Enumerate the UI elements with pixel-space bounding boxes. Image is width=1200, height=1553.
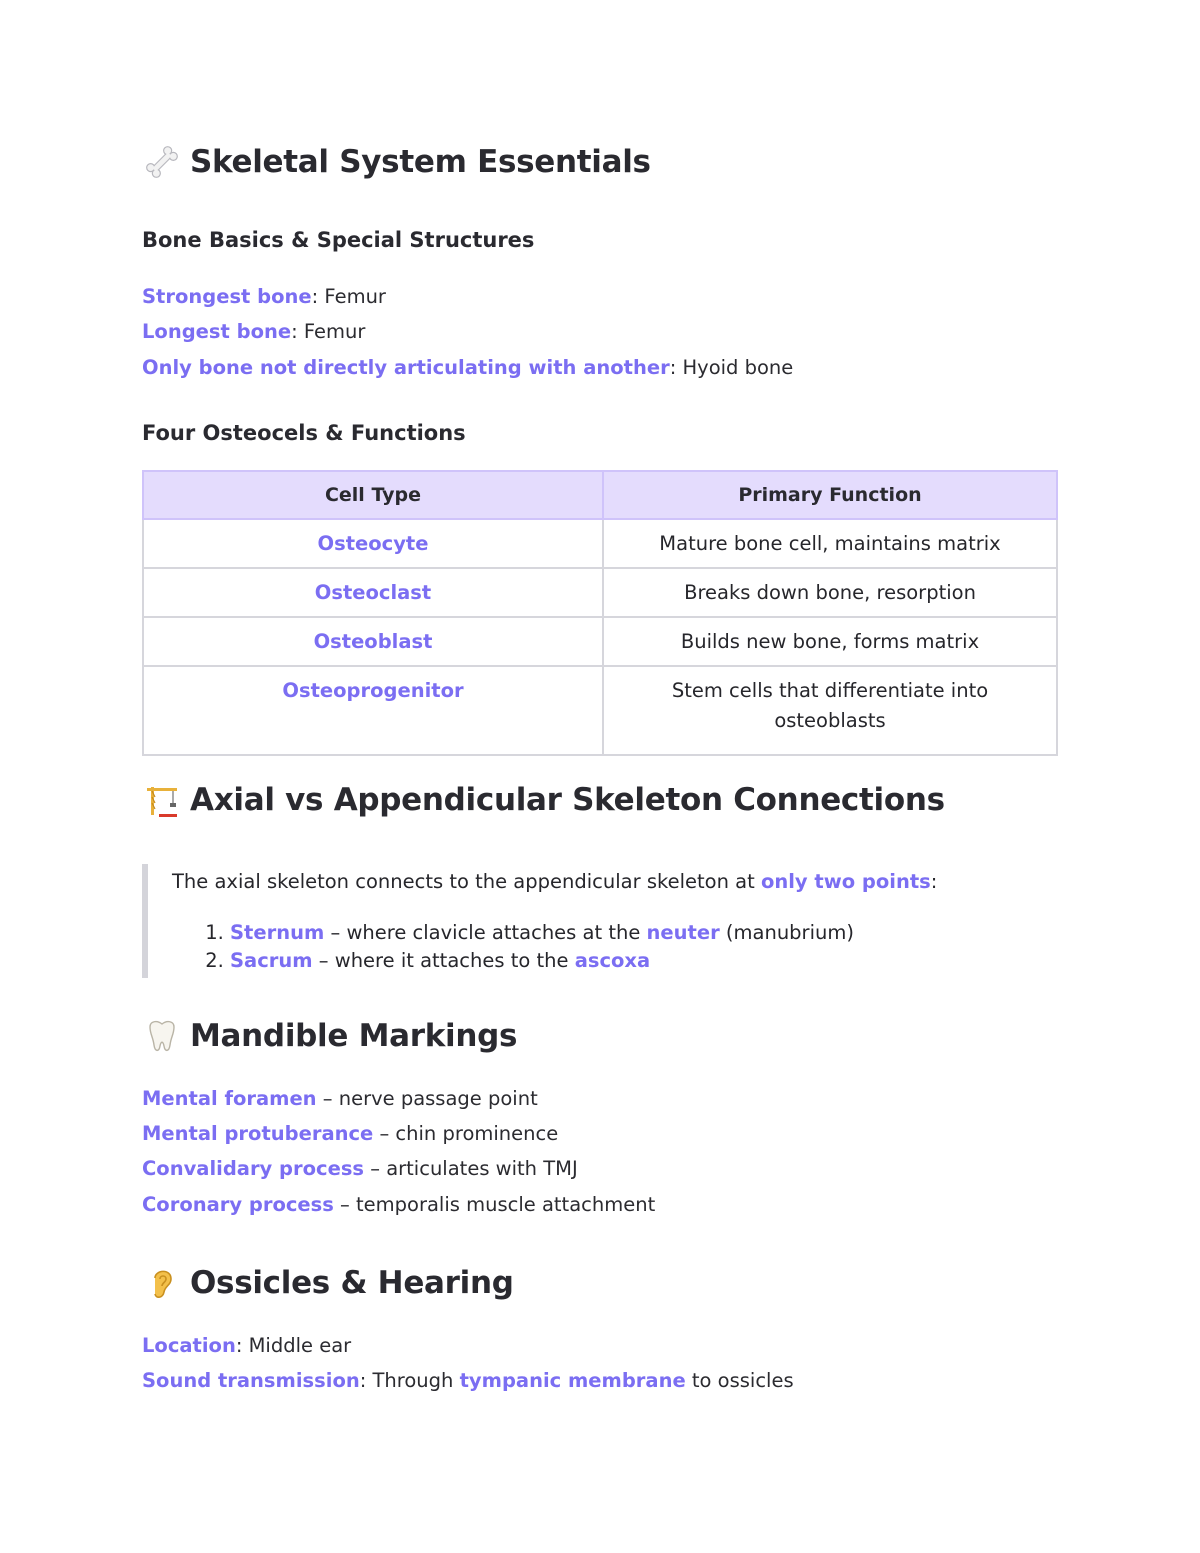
fact-value: Femur: [324, 285, 386, 308]
table-row: [143, 666, 1057, 755]
crane-icon: [142, 780, 182, 820]
section-ossicles-title: [142, 1263, 514, 1303]
fact-longest-bone: Longest bone: Femur: [142, 320, 366, 343]
fact-label: Only bone not directly articulating with another: [142, 356, 670, 379]
section-mandible-title: [142, 1016, 517, 1056]
highlight-term: ascoxa: [574, 949, 651, 972]
column-header-cell-type: Cell Type: [143, 471, 603, 519]
cell-type: Osteoblast: [143, 617, 603, 666]
bone-icon: [142, 142, 182, 182]
mandible-item: Mental foramen – nerve passage point: [142, 1087, 538, 1110]
fact-value: Femur: [303, 320, 366, 343]
page-title: Skeletal System Essentials: [190, 144, 651, 180]
cell-function: Builds new bone, forms matrix: [603, 617, 1057, 666]
quote-bar: [142, 864, 148, 978]
subheading-bone-basics: Bone Basics & Special Structures: [142, 228, 535, 252]
fact-hyoid: Only bone not directly articulating with another: Hyoid bone: [142, 356, 794, 379]
table-row: [143, 568, 1057, 617]
ossicles-sound: Sound transmission: Through tympanic membrane to ossicles: [142, 1369, 794, 1392]
highlight-term: tympanic membrane: [459, 1369, 686, 1392]
highlight-term: Convalidary process: [142, 1157, 365, 1180]
subheading-osteocels: Four Osteocels & Functions: [142, 421, 466, 445]
list-item: 1. Sternum – where clavicle attaches at the neuter (manubrium): [230, 919, 854, 947]
cell-type: Osteocyte: [143, 519, 603, 568]
cell-function: [603, 666, 1057, 755]
table-row: [143, 617, 1057, 666]
cell-function-line: osteoblasts: [774, 709, 886, 732]
list-item: 2. Sacrum – where it attaches to the ascoxa: [230, 947, 854, 975]
section-heading: Ossicles & Hearing: [190, 1265, 514, 1301]
connection-points-list: [172, 919, 854, 975]
cell-type: Osteoprogenitor: [143, 666, 603, 755]
osteocel-table: [142, 470, 1058, 756]
ear-icon: [142, 1263, 182, 1303]
tooth-icon: [142, 1016, 182, 1056]
cell-type: Osteoclast: [143, 568, 603, 617]
column-header-function: Primary Function: [603, 471, 1057, 519]
highlight-term: only two points: [760, 870, 931, 893]
mandible-item: Mental protuberance – chin prominence: [142, 1122, 559, 1145]
mandible-item: Coronary process – temporalis muscle attachment: [142, 1193, 656, 1216]
highlight-term: Sternum: [230, 921, 325, 944]
highlight-term: Coronary process: [142, 1193, 334, 1216]
cell-function-line: Stem cells that differentiate into: [671, 679, 989, 702]
highlight-term: Mental foramen: [142, 1087, 317, 1110]
cell-function: Mature bone cell, maintains matrix: [603, 519, 1057, 568]
fact-strongest-bone: Strongest bone: Femur: [142, 285, 386, 308]
ossicles-location: Location: Middle ear: [142, 1334, 352, 1357]
highlight-term: Location: [142, 1334, 236, 1357]
mandible-item: Convalidary process – articulates with TMJ: [142, 1157, 578, 1180]
section-heading: Mandible Markings: [190, 1018, 518, 1054]
highlight-term: Mental protuberance: [142, 1122, 374, 1145]
fact-label: Strongest bone: [142, 285, 312, 308]
highlight-term: Sound transmission: [142, 1369, 360, 1392]
quote-intro: The axial skeleton connects to the appendicular skeleton at only two points:: [172, 870, 938, 893]
section-axial-title: [142, 780, 945, 820]
table-header-row: [143, 471, 1057, 519]
highlight-term: Sacrum: [230, 949, 313, 972]
highlight-term: neuter: [646, 921, 720, 944]
table-row: [143, 519, 1057, 568]
section-skeletal-title: [142, 142, 651, 182]
blockquote: [142, 864, 1058, 978]
section-heading: Axial vs Appendicular Skeleton Connections: [190, 782, 945, 818]
cell-function: Breaks down bone, resorption: [603, 568, 1057, 617]
fact-label: Longest bone: [142, 320, 292, 343]
fact-value: Hyoid bone: [682, 356, 794, 379]
